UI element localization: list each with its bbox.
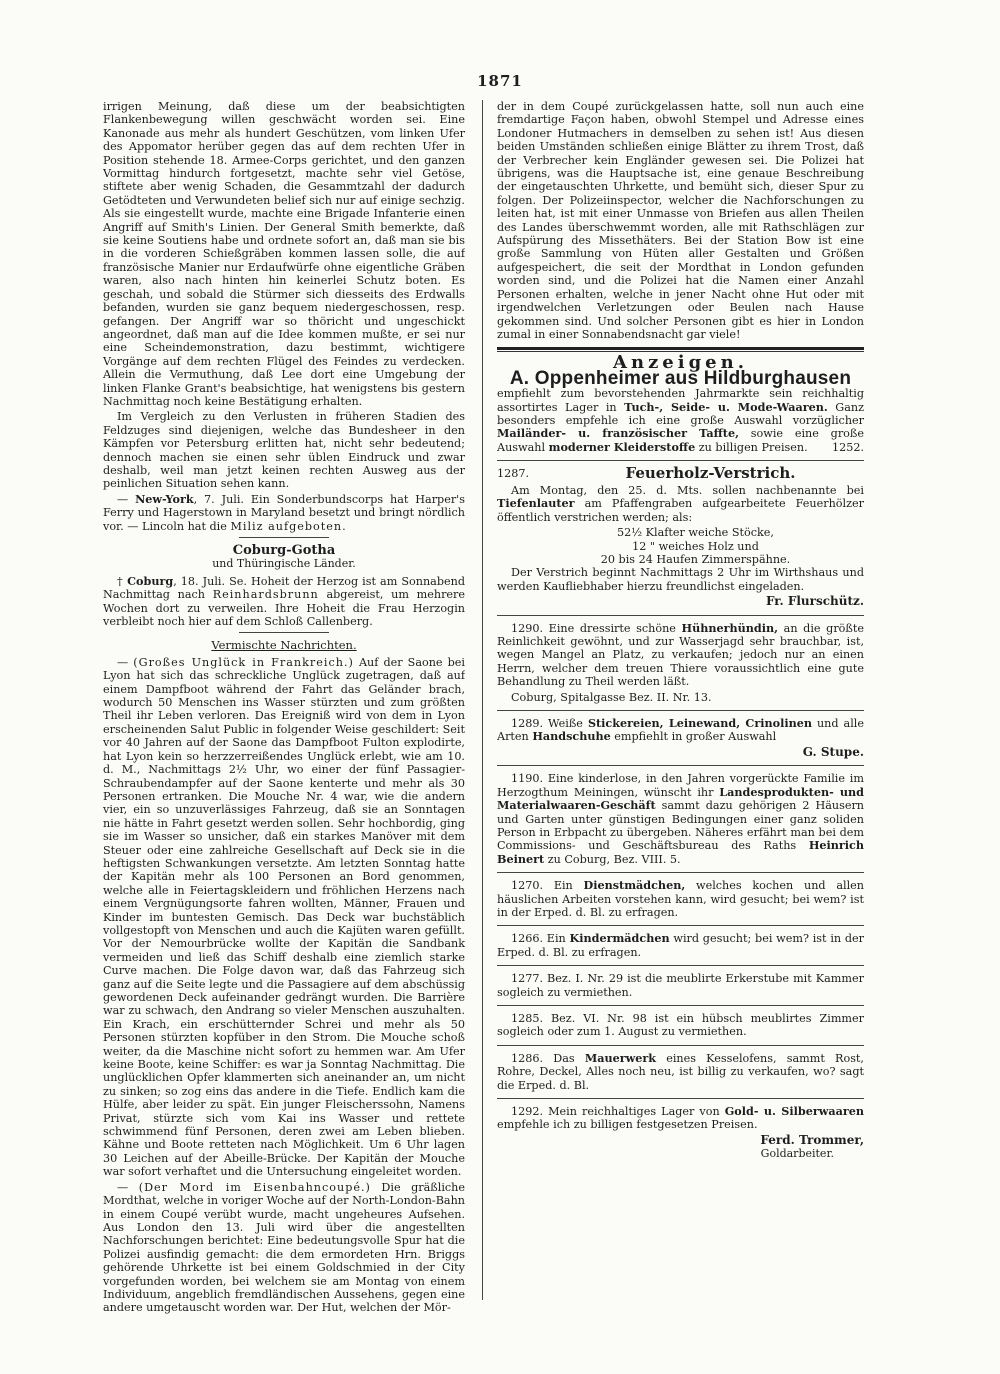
ad-1289-text-a: Weiße [543, 717, 588, 731]
ad-divider [497, 1098, 864, 1099]
section-divider [239, 632, 329, 633]
ad-1292-text-a: Mein reichhaltiges Lager von [543, 1105, 725, 1118]
mord-title: (Der Mord im Eisenbahncoupé.) [138, 1180, 371, 1194]
ad-1289-text-c: empfiehlt in großer Auswahl [610, 730, 777, 744]
feuerholz-item: 20 bis 24 Haufen Zimmerspähne. [600, 553, 791, 566]
feuerholz-text [497, 484, 864, 524]
ad-1190-text-b: sammt dazu gehörigen 2 Häusern und Garten unter günstigen Bedingungen einer ganz soliden Person in Erbpacht zu übergeben. Näheres erfährt man bei dem Commissions- und Geschäftsbureau des Raths [497, 799, 864, 853]
column-divider [482, 100, 483, 1300]
ad-1290-address: Coburg, Spitalgasse Bez. II. Nr. 13. [511, 690, 712, 704]
ad-1292-bold: Gold- u. Silberwaaren [724, 1104, 864, 1118]
ad-1289-bold: Stickereien, Leinewand, Crinolinen [587, 716, 812, 731]
opp-bold-3: moderner Kleiderstoffe [548, 439, 696, 454]
feuerholz-item: 12 " weiches Holz und [632, 539, 759, 553]
ad-divider [497, 710, 864, 711]
ad-1270 [497, 879, 864, 919]
ad-1190-number: 1190. [511, 772, 544, 786]
ad-1270-text-a: Ein [543, 879, 584, 893]
ad-1286-number: 1286. [511, 1051, 544, 1065]
ad-1289-signature: G. Stupe. [802, 744, 864, 759]
ad-1266-text-a: Ein [543, 932, 570, 946]
ad-divider [497, 925, 864, 926]
ad-divider [497, 765, 864, 766]
ad-1292-number: 1292. [511, 1105, 544, 1118]
right-column [497, 100, 864, 1315]
oppenheimer-title: A. Oppenheimer aus Hildburghausen [509, 367, 852, 389]
coburg-news: † Coburg, 18. Juli. Se. Hoheit der Herzog ist am Sonnabend Nachmittag nach Reinhardsbrunn abgereist, um mehrere Wochen dort zu verweilen. Ihre Hoheit die Frau Herzogin verbleibt noch hier auf dem Schloß Callenberg. [103, 573, 465, 629]
mord-continuation: der in dem Coupé zurückgelassen hatte, soll nun auch eine fremdartige Façon haben, obwohl Stempel und Adresse eines Londoner Hutmachers in demselben zu sehen ist! Aus diesen beiden Umständen schließen einige Blätter zu ihrem Trost, daß der Verbrecher kein Engländer gewesen sei. Die Polizei hat übrigens, was die Hauptsache ist, eine genaue Beschreibung der eingetauschten Uhrkette, und bemüht sich, dieser Spur zu folgen. Der Polizeiinspector, welcher die Nachforschungen zu leiten hat, ist mit einer Unmasse von Briefen aus allen Theilen des Landes überschwemmt worden, alle mit Rathschlägen zur Aufspürung des Missethäters. Bei der Station Bow ist eine große Sammlung von Hüten aller Gestalten und Größen aufgespeichert, die seit der Mordthat in London gefunden worden sind, und die Polizei hat die Namen einer Anzahl Personen erhalten, welche in jener Nacht ohne Hut oder mit irgendwelchen Verletzungen oder Beulen nach Hause gekommen sind. Und solcher Personen gibt es hier in London zumal in einer Sonnabendsnacht gar viele! [497, 100, 864, 341]
ad-divider [497, 1045, 864, 1046]
ad-1190-text-c: zu Coburg, Bez. VIII. 5. [544, 852, 681, 866]
ad-1270-text-b: welches kochen und allen häuslichen Arbeiten vorstehen kann, wird gesucht; bei wem? ist in der Erped. d. Bl. zu erfragen. [497, 879, 864, 919]
new-york-news: — New-York, 7. Juli. Ein Sonderbundscorps hat Harper's Ferry und Hagerstown in Maryland besetzt und bringt nördlich vor. — Lincoln hat die Miliz aufgeboten. [103, 491, 465, 533]
reinhardsbrunn: Reinhardsbrunn [212, 588, 319, 602]
ads-heading: Anzeigen. [613, 352, 748, 374]
ad-1289-text-b: und alle Arten [497, 717, 864, 744]
coburg-gotha-heading: Coburg-Gotha [232, 543, 336, 558]
ad-divider [497, 1005, 864, 1006]
ad-1292-occupation: Goldarbeiter. [760, 1147, 834, 1161]
ad-1190 [497, 772, 864, 866]
ad-1292-signature: Ferd. Trommer, [760, 1132, 864, 1147]
opp-text-b: Ganz besonders empfehle ich eine große Auswahl vorzüglicher [497, 400, 864, 427]
feuerholz-closing: Der Verstrich beginnt Nachmittags 2 Uhr im Wirthshaus und werden Kaufliebhaber hierzu freundlichst eingeladen. [497, 566, 864, 593]
mord-article: — (Der Mord im Eisenbahncoupé.) Die gräßliche Mordthat, welche in voriger Woche auf der North-London-Bahn in einem Coupé verübt wurde, macht ungeheures Aufsehen. Aus London den 13. Juli wird über die angestellten Nachforschungen berichtet: Eine bedeutungsvolle Spur hat die Polizei ausfindig gemacht: die dem ermordeten Hrn. Briggs gehörende Uhrkette ist bei einem Goldschmied in der City vorgefunden worden, bei welchem sie am Montag von einem Individuum, angeblich fremdländischen Aussehens, gegen eine andere umgetauscht worden war. Der Hut, welchen der Mör- [103, 1180, 465, 1315]
ad-1266-text-b: wird gesucht; bei wem? ist in der Erped. d. Bl. zu erfragen. [497, 932, 864, 959]
coburg-text-b: abgereist, um mehrere Wochen dort zu verweilen. Ihre Hoheit die Frau Herzogin verbleibt noch hier auf dem Schloß Callenberg. [103, 588, 465, 629]
opp-text-d: zu billigen Preisen. [695, 440, 808, 454]
ad-divider [497, 615, 864, 616]
ads-rule-thick [497, 347, 864, 350]
feuer-bold: Tiefenlauter [497, 496, 575, 511]
ungluck-title: (Großes Unglück in Frankreich.) [133, 655, 354, 669]
ad-1290-bold: Hühnerhündin, [681, 620, 779, 635]
ad-divider [497, 460, 864, 461]
ungluck-text: Auf der Saone bei Lyon hat sich das schreckliche Unglück zugetragen, daß auf einem Dampfboot während der Fahrt das Geländer brach, wodurch 50 Menschen ins Wasser stürzten und zum größten Theil ihr Leben verloren. Das Ereigniß wird von dem in Lyon erscheinenden Salut Public in folgender Weise geschildert: Seit vor 40 Jahren auf der Saone das Dampfboot Fulton explodirte, hat Lyon kein so herzzerreißendes Unglück erlebt, wie am 10. d. M., Nachmittags 2½ Uhr, wo einer der fünf Passagier-Schraubendampfer auf der Saone kenterte und mehr als 30 Personen ertranken. Die Mouche Nr. 4 war, wie die andern vier, ein so unzuverlässiges Fahrzeug, daß sie an Sonntagen nie hätte in Fahrt gesetzt werden sollen. Sehr hochbordig, ging sie im Wasser so unsicher, daß ein starkes Manöver mit dem Steuer oder eine zahlreiche Gesellschaft auf Deck sie in die heftigsten Schwankungen versetzte. Am letzten Sonntag hatte der Kapitän mehr als 100 Personen an Bord genommen, welche alle in Feiertagskleidern und fröhlichen Herzens nach einem Vergnügungsorte fahren wollten, Männer, Frauen und Kinder im buntesten Gemisch. Das Deck war buchstäblich vollgestopft von Menschen und auch die Kajüten waren gefüllt. Vor der Nemourbrücke wollte der Kapitän die Sandbank vermeiden und ließ das Schiff deshalb eine ziemlich starke Curve machen. Die Folge davon war, daß das Fahrzeug sich ganz auf die Seite legte und die Passagiere auf dem abschüssig gewordenen Deck aufeinander gedrängt wurden. Die Barrière war zu schwach, den Andrang so vieler Menschen auszuhalten. Ein Krach, ein erschütternder Schrei und mehr als 50 Personen stürzten kopfüber in den Strom. Die Mouche schoß weiter, da die Maschine nicht sofort zu hemmen war. Am Ufer keine Boote, keine Schiffer: es war ja Sonntag Nachmittag. Die unglücklichen Opfer klammerten sich aneinander an, um nicht zu sinken; so zog eins das andere in die Tiefe. Endlich kam die Hülfe, aber leider zu spät. Ein junger Fleischerssohn, Namens Privat, stürzte sich vom Kai ins Wasser und rettete schwimmend fünf Personen, deren zwei am Leben blieben. Kähne und Boote retteten nach Möglichkeit. Um 6 Uhr lagen 30 Leichen auf der Abeille-Brücke. Der Kapitän der Mouche war sofort verhaftet und die Untersuchung eingeleitet worden. [103, 655, 465, 1179]
section-divider [239, 537, 329, 538]
ad-1190-bold-2: Heinrich Beinert [497, 838, 864, 866]
ad-1266 [497, 932, 864, 959]
opp-bold-1: Tuch-, Seide- u. Mode-Waaren. [624, 399, 828, 414]
ad-divider [497, 965, 864, 966]
ad-1290-text-b: an die größte Reinlichkeit gewöhnt, und zur Wasserjagd sehr brauchbar, ist, wegen Mangel an Platz, zu verkaufen; jedoch nur an einen Herrn, welcher dem treuen Thiere voraussichtlich eine gute Behandlung zu Theil werden läßt. [497, 621, 864, 689]
ad-1285: 1285. Bez. VI. Nr. 98 ist ein hübsch meublirtes Zimmer sogleich oder zum 1. August zu vermiethen. [497, 1011, 864, 1039]
ungluck-article: — (Großes Unglück in Frankreich.) Auf der Saone bei Lyon hat sich das schreckliche Unglück zugetragen, daß auf einem Dampfboot während der Fahrt das Geländer brach, wodurch 50 Menschen ins Wasser stürzten und zum größten Theil ihr Leben verloren. Das Ereigniß wird von dem in Lyon erscheinenden Salut Public in folgender Weise geschildert: Seit vor 40 Jahren auf der Saone das Dampfboot Fulton explodirte, hat Lyon kein so herzzerreißendes Unglück erlebt, wie am 10. d. M., Nachmittags 2½ Uhr, wo einer der fünf Passagier-Schraubendampfer auf der Saone kenterte und mehr als 30 Personen ertranken. Die Mouche Nr. 4 war, wie die andern vier, ein so unzuverlässiges Fahrzeug, daß sie an Sonntagen nie hätte in Fahrt gesetzt werden sollen. Sehr hochbordig, ging sie im Wasser so unsicher, daß ein starkes Manöver mit dem Steuer oder eine zahlreiche Gesellschaft auf Deck sie in die heftigsten Schwankungen versetzte. Am letzten Sonntag hatte der Kapitän mehr als 100 Personen an Bord genommen, welche alle in Feiertagskleidern und fröhlichen Herzens nach einem Vergnügungsorte fahren wollten, Männer, Frauen und Kinder im buntesten Gemisch. Das Deck war buchstäblich vollgestopft von Menschen und auch die Kajüten waren gefüllt. Vor der Nemourbrücke wollte der Kapitän die Sandbank vermeiden und ließ das Schiff deshalb eine ziemlich starke Curve machen. Die Folge davon war, daß das Fahrzeug sich ganz auf die Seite legte und die Passagiere auf dem abschüssig gewordenen Deck aufeinander gedrängt wurden. Die Barrière war zu schwach, den Andrang so vieler Menschen auszuhalten. Ein Krach, ein erschütternder Schrei und mehr als 50 Personen stürzten kopfüber in den Strom. Die Mouche schoß weiter, da die Maschine nicht sofort zu hemmen war. Am Ufer keine Boote, keine Schiffer: es war ja Sonntag Nachmittag. Die unglücklichen Opfer klammerten sich aneinander an, um nicht zu sinken; so zog eins das andere in die Tiefe. Endlich kam die Hülfe, aber leider zu spät. Ein junger Fleischerssohn, Namens Privat, stürzte sich vom Kai ins Wasser und rettete schwimmend fünf Personen, deren zwei am Leben blieben. Kähne und Boote retteten nach Möglichkeit. Um 6 Uhr lagen 30 Leichen auf der Abeille-Brücke. Der Kapitän der Mouche war sofort verhaftet und die Untersuchung eingeleitet worden. [103, 655, 465, 1179]
mord-text: Die gräßliche Mordthat, welche in voriger Woche auf der North-London-Bahn in einem Coupé verübt wurde, macht ungeheures Aufsehen. Aus London den 13. Juli wird über die angestellten Nachforschungen berichtet: Eine bedeutungsvolle Spur hat die Polizei ausfindig gemacht: die dem ermordeten Hrn. Briggs gehörende Uhrkette ist bei einem Goldschmied in der City vorgefunden worden, bei welchem sie am Montag von einem Individuum, angeblich fremdländischen Aussehens, gegen eine andere umgetauscht worden war. Der Hut, welchen der Mör- [103, 1180, 465, 1315]
ad-1292-text-b: empfehle ich zu billigen festgesetzen Preisen. [497, 1118, 758, 1132]
feuer-text-a: Am Montag, den 25. d. Mts. sollen nachbenannte bei [511, 483, 864, 497]
ad-1292 [497, 1105, 864, 1132]
ad-1270-number: 1270. [511, 879, 544, 893]
ad-1289 [497, 717, 864, 744]
oppenheimer-ad [497, 387, 864, 454]
ad-1286 [497, 1052, 864, 1092]
ad-divider [497, 872, 864, 873]
ad-1286-bold: Mauerwerk [584, 1050, 656, 1065]
opp-bold-2: Mailänder- u. französischer Taffte, [497, 426, 739, 441]
ad-1266-number: 1266. [511, 932, 544, 946]
ad-1289-bold-2: Handschuhe [532, 729, 611, 744]
war-losses-paragraph: Im Vergleich zu den Verlusten in früheren Stadien des Feldzuges sind diejenigen, welche das Bundesheer in den Kämpfen vor Petersburg erlitten hat, nicht sehr bedeutend; dennoch machen sie einen sehr üblen Eindruck und zwar deshalb, weil man jetzt keinen rechten Ausweg aus der peinlichen Situation sehen kann. [103, 410, 465, 491]
feuer-text-b: am Pfaffengraben aufgearbeitete Feuerhölzer öffentlich verstrichen werden; als: [497, 497, 864, 524]
feuerholz-number: 1287. [497, 467, 530, 481]
coburg-place: Coburg [127, 573, 174, 588]
ad-1286-text-a: Das [543, 1051, 585, 1065]
ad-1290 [497, 622, 864, 689]
coburg-gotha-subheading: und Thüringische Länder. [212, 557, 356, 571]
vermischte-nachrichten-heading: Vermischte Nachrichten. [211, 638, 357, 653]
opp-text-a: empfiehlt zum bevorstehenden Jahrmarkte sein reichhaltig assortirtes Lager in [497, 387, 864, 414]
left-column [103, 100, 465, 1315]
ad-1190-text-a: Eine kinderlose, in den Jahren vorgerückte Familie im Herzogthum Meiningen, wünscht ihr [497, 772, 864, 799]
ad-1190-bold: Landesprodukten- und Materialwaaren-Geschäft [497, 784, 864, 813]
feuerholz-ad [497, 463, 864, 609]
ad-1270-bold: Dienstmädchen, [583, 878, 686, 893]
war-report-paragraph: irrigen Meinung, daß diese um der beabsichtigten Flankenbewegung willen geschwächt worden sei. Eine Kanonade aus mehr als hundert Geschützen, vom linken Ufer des Appomator herüber gegen das auf dem rechten Ufer in Position stehende 18. Armee-Corps gerichtet, und den ganzen Vormittag hindurch fortgesetzt, machte sehr viel Getöse, stiftete aber wenig Schaden, die Gesammtzahl der dadurch Getödteten und Verwundeten belief sich nur auf einige sechzig. Als sie eingestellt wurde, machte eine Brigade Infanterie einen Angriff auf Smith's Linien. Der General Smith bemerkte, daß sie keine Soutiens habe und ordnete sofort an, daß man sie bis in die vorderen Schießgräben kommen lassen solle, die auf französische Manier nur Erdaufwürfe ohne eigentliche Gräben waren, also nach hinten hin keinerlei Schutz boten. Es geschah, und sobald die Stürmer sich diesseits des Erdwalls befanden, wurden sie ganz bequem niedergeschossen, resp. gefangen. Der Angriff war so thöricht und ungeschickt angeordnet, daß man auf die Idee kommen mußte, er sei nur eine Scheindemonstration, dazu bestimmt, wichtigere Vorgänge auf dem rechten Flügel des Feindes zu verdecken. Allein die Vermuthung, daß Lee dort eine Umgebung der linken Flanke Grant's beabsichtige, hat wenigstens bis gestern Nachmittag noch keine Bestätigung erhalten. [103, 100, 465, 408]
feuerholz-item: 52½ Klafter weiche Stöcke, [617, 526, 774, 540]
ad-1290-number: 1290. [511, 621, 544, 635]
ad-1290-text-a: Eine dressirte schöne [543, 621, 682, 635]
page-number: 1871 [477, 72, 523, 90]
feuerholz-signature: Fr. Flurschütz. [765, 594, 864, 609]
new-york-place: New-York [135, 491, 194, 506]
opp-text-c: sowie eine große Auswahl [497, 427, 864, 454]
feuerholz-title: Feuerholz-Verstrich. [625, 463, 796, 482]
coburg-text-a: , 18. Juli. Se. Hoheit der Herzog ist am Sonnabend Nachmittag nach [103, 574, 465, 602]
new-york-miliz: Miliz aufgeboten. [230, 519, 347, 533]
ad-1286-text-b: eines Kesselofens, sammt Rost, Rohre, Deckel, Alles noch neu, ist billig zu verkaufen, wo? sagt die Erped. d. Bl. [497, 1051, 864, 1092]
new-york-text: , 7. Juli. Ein Sonderbundscorps hat Harper's Ferry und Hagerstown in Maryland besetzt und bringt nördlich vor. — Lincoln hat die [103, 492, 465, 533]
ad-1277: 1277. Bez. I. Nr. 29 ist die meublirte Erkerstube mit Kammer sogleich zu vermiethen. [497, 972, 864, 999]
ad-1289-number: 1289. [511, 717, 544, 731]
ad-1266-bold: Kindermädchen [569, 931, 670, 946]
opp-number: 1252. [831, 440, 864, 454]
